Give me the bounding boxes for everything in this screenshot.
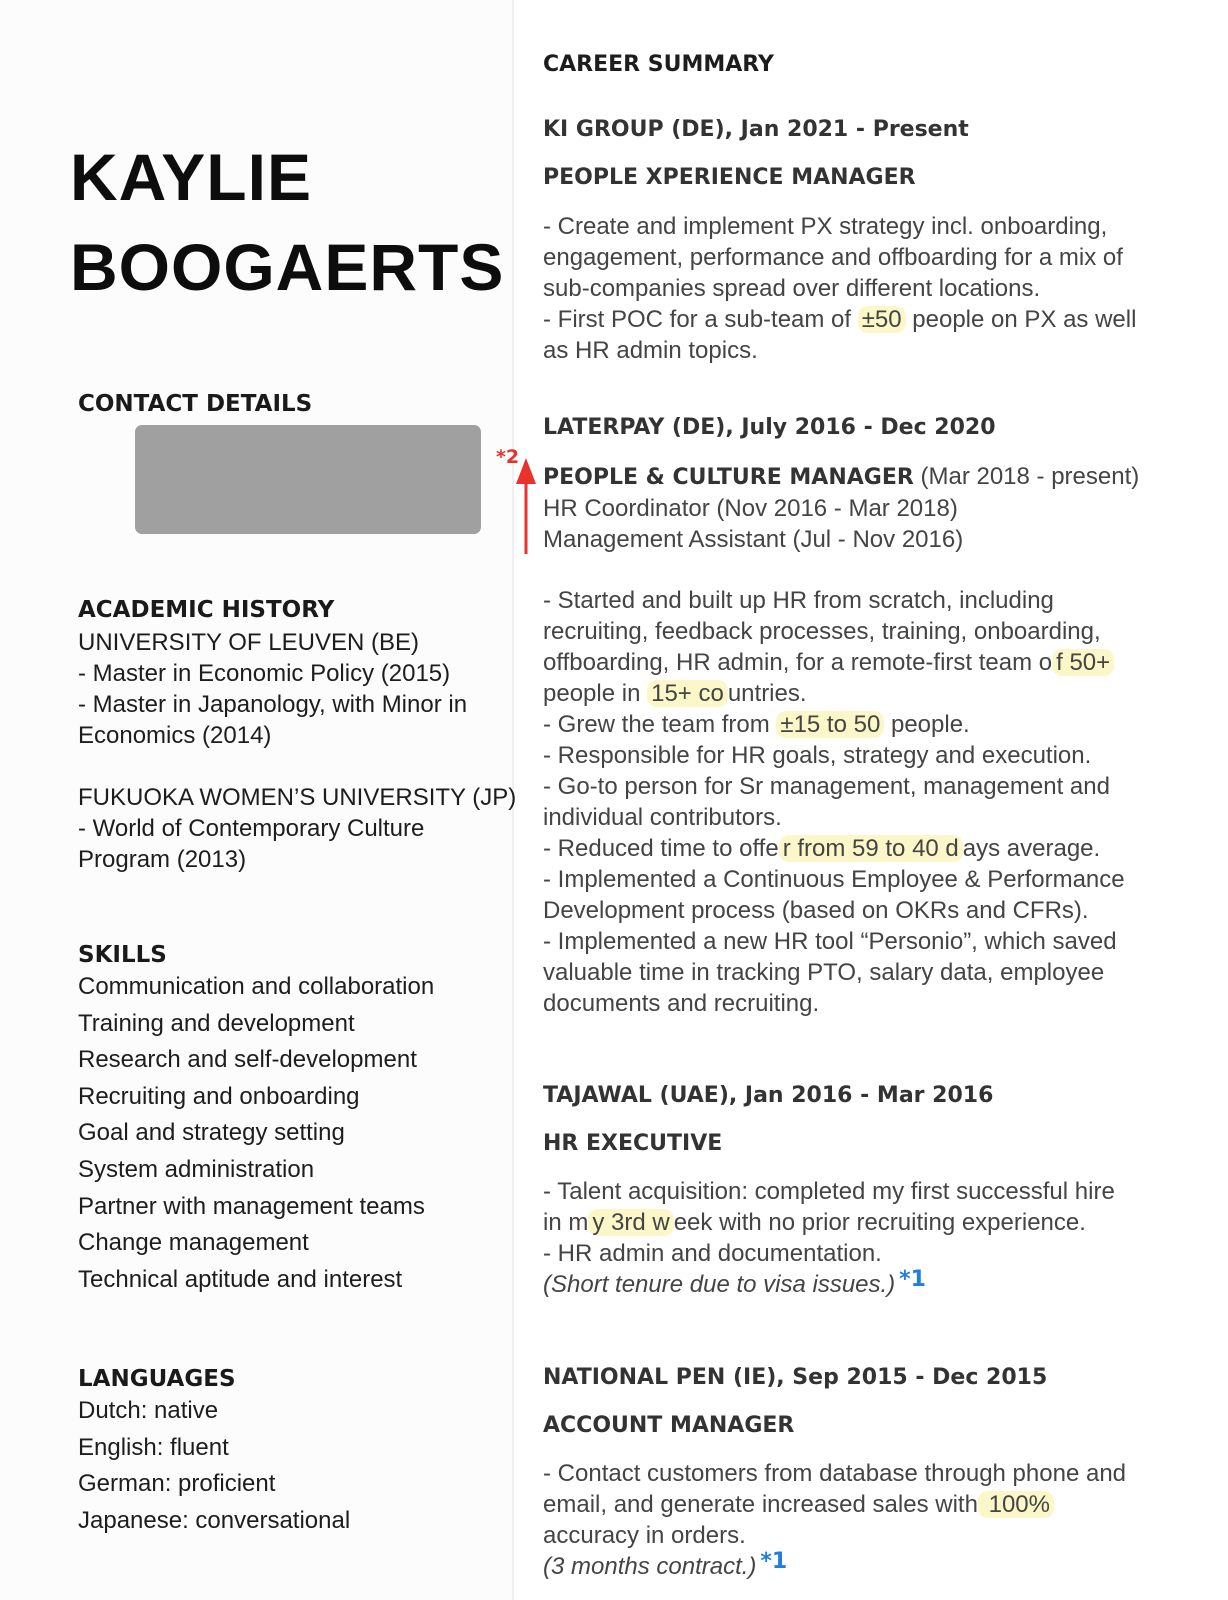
academic-line: - World of Contemporary Culture — [78, 815, 425, 842]
academic-line: Program (2013) — [78, 846, 247, 873]
text-line: email, and generate increased sales with 100% — [543, 1489, 1126, 1520]
ki-description — [543, 211, 1136, 366]
language-item: English: fluent — [78, 1433, 229, 1461]
highlight: r from 59 to 40 d — [779, 835, 963, 862]
career-heading: CAREER SUMMARY — [543, 52, 774, 77]
skill-item: Recruiting and onboarding — [78, 1082, 360, 1110]
text-line: recruiting, feedback processes, training, onboarding, — [543, 618, 1101, 645]
role-line: PEOPLE & CULTURE MANAGER (Mar 2018 - present) — [543, 463, 1140, 490]
text-line: - Reduced time to offe r from 59 to 40 d ays average. — [543, 835, 1101, 862]
academic-line: - Master in Japanology, with Minor in — [78, 691, 468, 718]
text-line: people in 15+ co untries. — [543, 680, 807, 707]
text-line: offboarding, HR admin, for a remote-first team o f 50+ — [543, 647, 1125, 678]
skill-item: Goal and strategy setting — [78, 1119, 345, 1147]
laterpay-company: LATERPAY (DE), July 2016 - Dec 2020 — [543, 415, 996, 440]
tajawal-company: TAJAWAL (UAE), Jan 2016 - Mar 2016 — [543, 1083, 994, 1108]
skill-item: Training and development — [78, 1009, 355, 1037]
language-item: Dutch: native — [78, 1397, 219, 1424]
text-line: - Grew the team from ±15 to 50 people. — [543, 711, 970, 738]
highlight: f 50+ — [1052, 649, 1114, 676]
text-line: (3 months contract.) *1 — [543, 1549, 788, 1580]
skill-item: System administration — [78, 1155, 315, 1183]
laterpay-role: PEOPLE & CULTURE MANAGER — [543, 465, 914, 490]
ki-company: KI GROUP (DE), Jan 2021 - Present — [543, 117, 969, 142]
languages-heading: LANGUAGES — [78, 1366, 236, 1392]
highlight: y 3rd w — [588, 1209, 673, 1236]
skills-list — [78, 969, 434, 1298]
last-name: BOOGAERTS — [70, 230, 505, 304]
skill-item: Change management — [78, 1229, 309, 1257]
language-item: German: proficient — [78, 1470, 276, 1498]
academic-line: Economics (2014) — [78, 722, 272, 749]
highlight: ±15 to 50 — [776, 711, 884, 738]
academic-line: FUKUOKA WOMEN’S UNIVERSITY (JP) — [78, 784, 517, 811]
text-line: engagement, performance and offboarding for a mix of — [543, 244, 1123, 271]
academic-heading: ACADEMIC HISTORY — [78, 597, 335, 623]
text-line: - Implemented a Continuous Employee & Performance — [543, 866, 1125, 893]
academic-line: - Master in Economic Policy (2015) — [78, 660, 451, 687]
role-line: Management Assistant (Jul - Nov 2016) — [543, 526, 964, 553]
text-line: Development process (based on OKRs and CFRs). — [543, 897, 1089, 924]
text-line: as HR admin topics. — [543, 337, 758, 364]
text-line: - Talent acquisition: completed my first successful hire — [543, 1178, 1115, 1205]
annotation-marker-2: *2 — [496, 446, 520, 468]
annotation-marker-1: *1 — [760, 1549, 788, 1574]
text-line: sub-companies spread over different locations. — [543, 275, 1041, 302]
red-arrow-icon — [514, 456, 538, 556]
text-line: (Short tenure due to visa issues.) *1 — [543, 1267, 926, 1298]
annotation-marker-1: *1 — [899, 1267, 926, 1292]
skill-item: Research and self-development — [78, 1046, 417, 1074]
contact-heading: CONTACT DETAILS — [78, 391, 313, 417]
text-line: - Started and built up HR from scratch, including — [543, 587, 1054, 614]
academic-leuven — [78, 627, 467, 751]
first-name: KAYLIE — [70, 140, 312, 214]
text-line: accuracy in orders. — [543, 1522, 746, 1549]
skill-item: Technical aptitude and interest — [78, 1265, 403, 1293]
redacted-contact-block — [135, 425, 481, 534]
text-line: in m y 3rd w eek with no prior recruiting experience. — [543, 1209, 1086, 1236]
text-line: valuable time in tracking PTO, salary data, employee — [543, 959, 1105, 986]
text-line: - Create and implement PX strategy incl. onboarding, — [543, 213, 1108, 240]
highlight: 15+ co — [647, 680, 728, 707]
highlight: 100% — [978, 1491, 1054, 1518]
natpen-company: NATIONAL PEN (IE), Sep 2015 - Dec 2015 — [543, 1365, 1048, 1390]
language-item: Japanese: conversational — [78, 1506, 351, 1534]
text-line: individual contributors. — [543, 804, 782, 831]
laterpay-roles — [543, 461, 1139, 555]
highlight: ±50 — [858, 306, 906, 333]
text-line: - First POC for a sub-team of ±50 people on PX as well — [543, 306, 1137, 333]
natpen-role: ACCOUNT MANAGER — [543, 1413, 795, 1438]
role-line: HR Coordinator (Nov 2016 - Mar 2018) — [543, 495, 958, 522]
laterpay-description — [543, 585, 1125, 1019]
ki-role: PEOPLE XPERIENCE MANAGER — [543, 165, 916, 190]
skill-item: Partner with management teams — [78, 1192, 425, 1220]
text-line: - Implemented a new HR tool “Personio”, which saved — [543, 928, 1117, 955]
text-line: - Contact customers from database through phone and — [543, 1460, 1127, 1487]
text-line: - Responsible for HR goals, strategy and execution. — [543, 742, 1092, 769]
text-line: - Go-to person for Sr management, management and — [543, 773, 1110, 800]
academic-line: UNIVERSITY OF LEUVEN (BE) — [78, 629, 419, 656]
text-line: documents and recruiting. — [543, 990, 820, 1017]
languages-list — [78, 1393, 350, 1539]
skill-item: Communication and collaboration — [78, 973, 435, 1000]
academic-fukuoka — [78, 782, 516, 875]
natpen-description — [543, 1458, 1126, 1583]
text-line: - HR admin and documentation. — [543, 1240, 882, 1267]
candidate-name — [70, 132, 504, 312]
skills-heading: SKILLS — [78, 942, 167, 968]
tajawal-description — [543, 1176, 1115, 1301]
tajawal-role: HR EXECUTIVE — [543, 1131, 723, 1156]
